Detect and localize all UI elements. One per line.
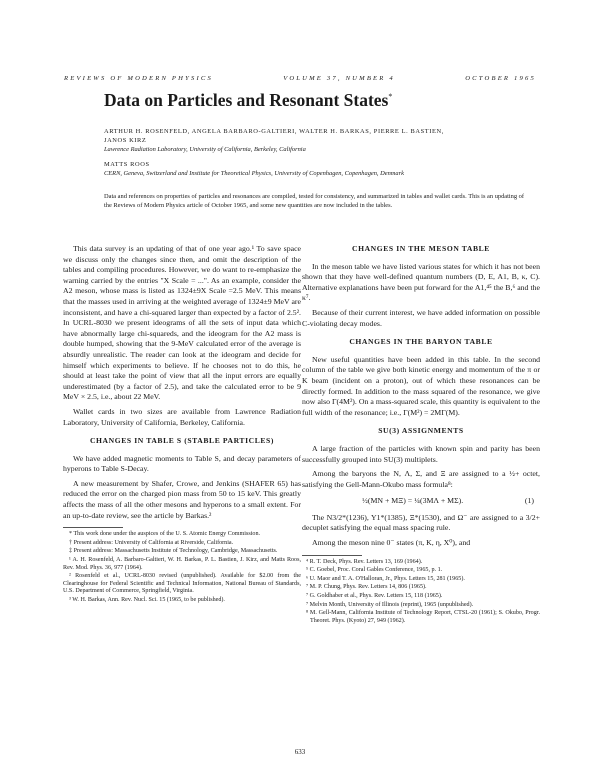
authors-line-2: JANOS KIRZ [104,137,147,144]
reference: ⁶ U. Maor and T. A. O'Halloran, Jr., Phys. Letters 15, 281 (1965). [306,575,465,582]
footnote-rule [63,527,123,528]
footnote: ¹ A. H. Rosenfeld, A. Barbaro-Galtieri, W. H. Barkas, P. L. Bastien, J. Kirz, and Matts Roos, Rev. Mod. Phys. 36, 977 (1964). [63,557,301,571]
authors-line-1: ARTHUR H. ROSENFELD, ANGELA BARBARO-GALTIERI, WALTER H. BARKAS, PIERRE L. BASTIEN, [104,128,444,135]
issue-date: OCTOBER 1965 [465,75,536,82]
abstract: Data and references on properties of particles and resonances are compiled, tested for consistency, and summarized in tables and wallet cards. This is an updating of the Reviews of Modern Physics article of October 1965, and some new quantities are now included in the tables. [104,193,524,209]
reference: ⁴ R. T. Deck, Phys. Rev. Letters 13, 169 (1964). [306,558,423,565]
footnote: ³ W. H. Barkas, Ann. Rev. Nucl. Sci. 15 (1965, to be published). [69,597,225,603]
stable-paragraph-2: A new measurement by Shafer, Crowe, and Jenkins (SHAFER 65) has reduced the error on the charged pion mass from 50 to 15 keV. This greatly affects the mass of all the other mesons and hyperons to a small extent. For an up-to-date review, see the article by Barkas.² [63,478,301,520]
baryon-paragraph: New useful quantities have been added in this table. In the second column of the table we give both kinetic energy and momentum of the π or K beam (incident on a proton), out of which these resonances can be directly formed. In addition to the mass squared of the resonance, we give now also Γ(4M²). On a mass-squared scale, this quantity is equivalent to the full width of the resonance; i.e., Γ(M²) = 2MΓ(M). [302,354,540,417]
su3-paragraph-4: Among the meson nine 0⁻ states (π, K, η, X⁰), and [312,538,471,548]
footnote: * This work done under the auspices of the U. S. Atomic Energy Commission. [69,531,261,538]
su3-paragraph-2: Among the baryons the N, Λ, Σ, and Ξ are assigned to a ½+ octet, satisfying the Gell-Mann-Okubo mass formula⁸: [302,469,540,489]
equation-number: (1) [524,496,534,506]
article-title: Data on Particles and Resonant States* [104,90,393,110]
volume-number: VOLUME 37, NUMBER 4 [283,75,395,82]
page-number: 633 [294,748,306,756]
wallet-cards-paragraph: Wallet cards in two sizes are available from Lawrence Radiation Laboratory, University of California, Berkeley, California. [63,406,301,427]
footnote: ‡ Present address: Massachusetts Institute of Technology, Cambridge, Massachusetts. [69,548,278,555]
affiliation-lrl: Lawrence Radiation Laboratory, University of California, Berkeley, California [104,146,306,153]
right-column [302,244,540,626]
author-roos: MATTS ROOS [104,161,150,168]
reference-rule [302,555,362,556]
journal-name: REVIEWS OF MODERN PHYSICS [64,75,213,82]
footnote: † Present address: University of California at Riverside, California. [69,539,234,546]
section-heading-baryon: CHANGES IN THE BARYON TABLE [349,337,493,347]
left-column [63,244,301,606]
section-heading-stable: CHANGES IN TABLE S (STABLE PARTICLES) [89,436,275,446]
intro-paragraph: This data survey is an updating of that of one year ago.¹ To save space we discuss only the changes since then, and omit the description of the tables and compiling procedures. However, we do want to re-emphasize the warning carried by the entries "X Scale = ...". As an example, consider the A2 meson, whose mass is listed as 1324±9X Scale =2.5 MeV. This means that the masses used in arriving at the weighted average of 1324±9 MeV are inconsistent, and have a chi-squared larger than expected by a factor of 2.5². In UCRL-8030 we present ideograms of all the sets of input data which have abnormally large chi-squareds, and the ideogram for the A2 mass is double humped, showing that the 9-MeV calculated error of the average is absurdly unrealistic. The reader can look at the ideogram and decide for himself which experiments to believe. If he chooses not to do this, he should at least take the point of view that all the input errors are equally underestimated (by a factor of 2.5), and take the calculated error to be 9 MeV × 2.5, i.e., about 22 MeV. [63,244,301,402]
meson-paragraph-1: In the meson table we have listed various states for which it has not been shown that they have well-defined quantum numbers (D, E, A1, B, κ, C). Alternative explanations have been put forward for the A1,⁴⁵ the B,⁶ and the κ⁷. [302,261,540,303]
running-header [64,75,536,82]
footnotes [63,531,301,604]
reference: ⁷ M. P. Chung, Phys. Rev. Letters 14, 806 (1965). [306,584,427,591]
reference: ⁷ G. Goldhaber et al., Phys. Rev. Letters 15, 118 (1965). [306,593,443,600]
section-heading-su3: SU(3) ASSIGNMENTS [378,426,464,436]
author-list [104,127,524,145]
footnote: ² Rosenfeld et al., UCRL-8030 revised (unpublished). Available for $2.00 from the Clearinghouse for Federal Scientific and Technical Information, National Bureau of Standards, U.S. Department of Commerce, Springfield, Virginia. [63,573,301,595]
section-heading-meson: CHANGES IN THE MESON TABLE [352,244,490,253]
references [302,559,540,626]
reference: ⁵ C. Goebel, Proc. Coral Gables Conference, 1965, p. 1. [306,567,443,574]
meson-paragraph-2: Because of their current interest, we have added information on possible C-violating decay modes. [302,307,540,328]
reference: ⁸ M. Gell-Mann, California Institute of Technology Report, CTSL-20 (1961); S. Okubo, Progr. Theoret. Phys. (Kyoto) 27, 949 (1962). [306,610,540,624]
reference: ⁷ Melvin Month, University of Illinois (reprint), 1965 (unpublished). [306,601,474,608]
mass-formula [302,496,540,507]
stable-paragraph-1: We have added magnetic moments to Table S, and decay parameters of hyperons to Table S-Decay. [63,453,301,474]
equation: ½(MN + MΞ) = ¼(3MΛ + MΣ). [362,496,464,506]
su3-paragraph-1: A large fraction of the particles with known spin and parity has been successfully grouped into SU(3) multiplets. [302,443,540,464]
affiliation-cern: CERN, Geneva, Switzerland and Institute for Theoretical Physics, University of Copenhagen, Copenhagen, Denmark [104,170,404,177]
su3-paragraph-3: The N3/2*(1236), Y1*(1385), Ξ*(1530), and Ω⁻ are assigned to a 3/2+ decuplet satisfying the equal mass spacing rule. [302,512,540,533]
title-footnote-mark: * [388,92,393,102]
